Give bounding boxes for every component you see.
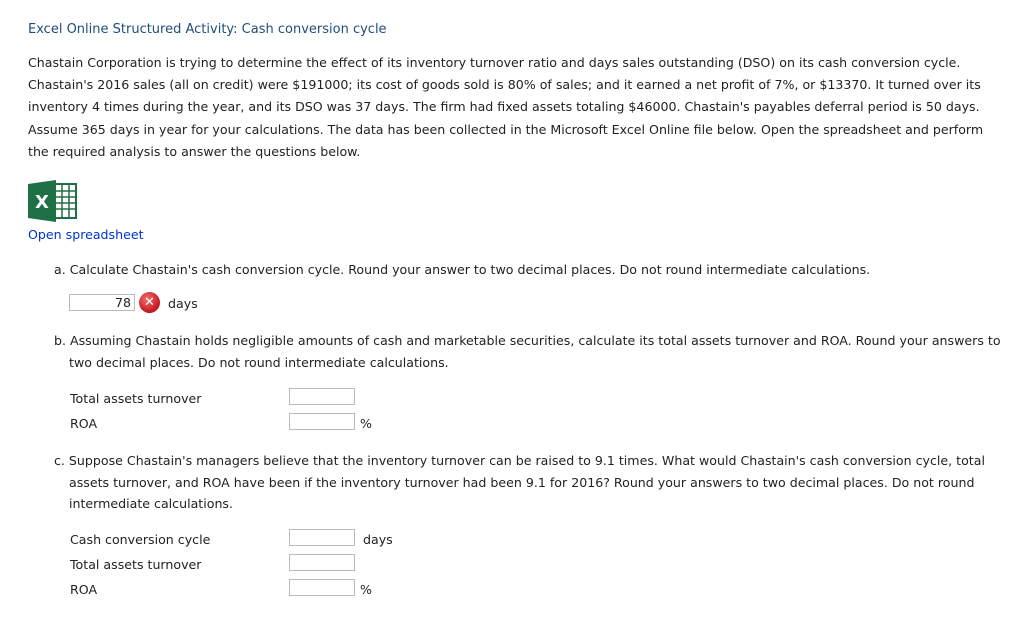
ccc-label: Cash conversion cycle <box>70 532 211 547</box>
total-assets-turnover-input-c[interactable] <box>289 554 355 571</box>
excel-icon[interactable] <box>28 180 78 222</box>
question-c <box>54 450 1004 515</box>
question-b <box>54 330 1004 373</box>
svg-text:X: X <box>35 192 49 213</box>
cash-conversion-cycle-input[interactable]: 78 <box>69 294 135 311</box>
roa-label-c: ROA <box>70 582 98 597</box>
incorrect-icon: ✕ <box>139 292 160 313</box>
roa-input[interactable] <box>289 413 355 430</box>
roa-label: ROA <box>70 416 98 431</box>
total-assets-turnover-label-c: Total assets turnover <box>70 557 202 572</box>
total-assets-turnover-input[interactable] <box>289 388 355 405</box>
roa-input-c[interactable] <box>289 579 355 596</box>
days-label: days <box>363 532 393 547</box>
percent-label-c: % <box>360 582 372 597</box>
ccc-input[interactable] <box>289 529 355 546</box>
unit-label: days <box>168 296 198 311</box>
question-c-text: c. Suppose Chastain's managers believe that the inventory turnover can be raised to 9.1 times. What would Chastain's cash conversion cycle, total assets turnover, and ROA have been if the inventory turnover had been 9.1 for 2016? Round your answers to two decimal places. Do not round intermediate calculations. <box>54 453 985 511</box>
total-assets-turnover-label: Total assets turnover <box>70 391 202 406</box>
open-spreadsheet-link[interactable]: Open spreadsheet <box>28 227 144 242</box>
problem-text: Chastain Corporation is trying to determine the effect of its inventory turnover ratio and days sales outstanding (DSO) on its cash conversion cycle. Chastain's 2016 sales (all on credit) were $191000; its cost of goods sold is 80% of sales; and it earned a net profit of 7%, or $13370. It turned over its inventory 4 times during the year, and its DSO was 37 days. The firm had fixed assets totaling $46000. Chastain's payables deferral period is 50 days. Assume 365 days in year for your calculations. The data has been collected in the Microsoft Excel Online file below. Open the spreadsheet and perform the required analysis to answer the questions below. <box>28 55 984 159</box>
activity-title: Excel Online Structured Activity: Cash conversion cycle <box>28 22 387 37</box>
question-a: a. Calculate Chastain's cash conversion cycle. Round your answer to two decimal places. Do not round intermediate calculations. <box>54 262 871 277</box>
percent-label: % <box>360 416 372 431</box>
question-b-text: b. Assuming Chastain holds negligible amounts of cash and marketable securities, calculate its total assets turnover and ROA. Round your answers to two decimal places. Do not round intermediate calculations. <box>54 333 1001 370</box>
